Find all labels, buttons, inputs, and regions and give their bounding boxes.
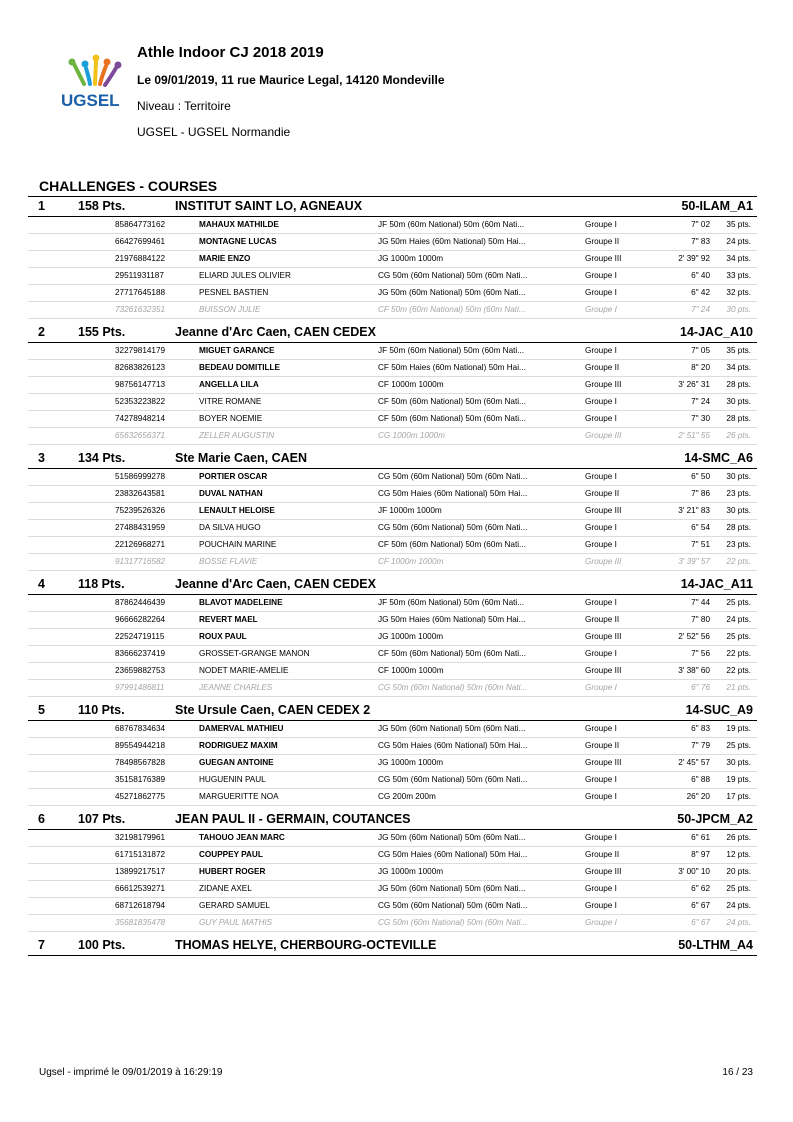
athlete-licence: 87862446439 [115,598,166,607]
athlete-licence: 97991486811 [115,683,165,692]
athlete-licence: 68712618794 [115,901,166,910]
athlete-points: 20 pts. [726,867,751,876]
athlete-time: 8" 97 [691,850,710,859]
athlete-time: 6" 62 [691,884,710,893]
team-code: 50-ILAM_A1 [681,199,753,213]
athlete-time: 26" 20 [686,792,710,801]
athlete-name: GUY PAUL MATHIS [199,918,273,927]
athlete-licence: 29511931187 [115,271,164,280]
athlete-licence: 96666282264 [115,615,166,624]
athlete-licence: 32198179961 [115,833,166,842]
athlete-group: Groupe I [585,683,617,692]
athlete-points: 30 pts. [726,472,751,481]
athlete-time: 6" 76 [691,683,710,692]
athlete-points: 35 pts. [726,220,751,229]
athlete-row [28,486,757,503]
athlete-time: 7" 83 [691,237,710,246]
athlete-event: CG 50m (60m National) 50m (60m Nati... [378,918,528,927]
athlete-points: 25 pts. [726,598,751,607]
logo-figures-icon [69,55,122,86]
athlete-time: 3' 39" 57 [678,557,710,566]
athlete-licence: 78498567828 [115,758,166,767]
team-points: 110 Pts. [78,703,125,717]
athlete-event: JG 1000m 1000m [378,254,444,263]
athlete-points: 25 pts. [726,632,751,641]
team-block [28,323,757,449]
athlete-event: CF 50m (60m National) 50m (60m Nati... [378,540,526,549]
athlete-row [28,847,757,864]
athlete-event: JG 1000m 1000m [378,632,444,641]
athlete-row [28,251,757,268]
athlete-licence: 21976884122 [115,254,166,263]
athlete-points: 30 pts. [726,305,751,314]
team-header [28,810,757,830]
team-block [28,936,757,956]
athlete-event: JG 50m (60m National) 50m (60m Nati... [378,884,526,893]
athlete-row [28,394,757,411]
athlete-name: BOYER NOEMIE [199,414,263,423]
athlete-event: CG 50m (60m National) 50m (60m Nati... [378,523,528,532]
athlete-group: Groupe I [585,649,617,658]
athlete-licence: 35158176389 [115,775,166,784]
athlete-group: Groupe II [585,489,620,498]
athlete-name: GERARD SAMUEL [199,901,270,910]
athlete-points: 12 pts. [726,850,751,859]
athlete-group: Groupe I [585,724,617,733]
athlete-licence: 66612539271 [115,884,166,893]
athlete-time: 7" 30 [691,414,710,423]
athlete-time: 3' 21" 83 [678,506,710,515]
athlete-row [28,217,757,234]
athlete-group: Groupe I [585,220,617,229]
athlete-time: 7" 24 [691,397,710,406]
team-header [28,197,757,217]
athlete-row [28,772,757,789]
athlete-name: BUISSON JULIE [199,305,261,314]
athlete-points: 24 pts. [726,615,751,624]
athlete-event: CG 1000m 1000m [378,431,445,440]
athlete-event: JF 50m (60m National) 50m (60m Nati... [378,220,525,229]
athlete-time: 6" 50 [691,472,710,481]
athlete-licence: 52353223822 [115,397,166,406]
team-rank: 5 [38,703,45,717]
athlete-licence: 23659882753 [115,666,166,675]
athlete-event: JG 50m (60m National) 50m (60m Nati... [378,724,526,733]
athlete-name: JEANNE CHARLES [199,683,273,692]
athlete-name: ZIDANE AXEL [199,884,252,893]
athlete-row [28,302,757,319]
team-rank: 3 [38,451,45,465]
athlete-event: CF 50m (60m National) 50m (60m Nati... [378,397,526,406]
athlete-group: Groupe I [585,884,617,893]
athlete-event: CG 50m Haies (60m National) 50m Hai... [378,489,528,498]
athlete-row [28,554,757,571]
athlete-group: Groupe I [585,540,617,549]
athlete-licence: 91317716582 [115,557,166,566]
team-points: 134 Pts. [78,451,126,465]
team-rank: 7 [38,938,45,952]
team-header [28,701,757,721]
athlete-row [28,789,757,806]
athlete-group: Groupe III [585,758,622,767]
athlete-event: JG 50m (60m National) 50m (60m Nati... [378,288,526,297]
athlete-name: MIGUET GARANCE [199,346,275,355]
athlete-points: 19 pts. [726,724,751,733]
athlete-row [28,377,757,394]
teams-list [28,197,757,956]
athlete-row [28,428,757,445]
athlete-group: Groupe I [585,305,617,314]
athlete-points: 24 pts. [726,918,751,927]
athlete-time: 6" 40 [691,271,710,280]
athlete-name: ELIARD JULES OLIVIER [199,271,291,280]
athlete-row [28,360,757,377]
athlete-event: JF 1000m 1000m [378,506,442,515]
athlete-group: Groupe I [585,918,617,927]
team-points: 107 Pts. [78,812,126,826]
athlete-row [28,738,757,755]
athlete-row [28,503,757,520]
team-header [28,449,757,469]
athlete-group: Groupe III [585,254,622,263]
athlete-event: CG 50m Haies (60m National) 50m Hai... [378,850,528,859]
athlete-row [28,234,757,251]
athlete-name: GROSSET-GRANGE MANON [199,649,310,658]
athlete-licence: 61715131872 [115,850,166,859]
team-rank: 1 [38,199,45,213]
athlete-time: 7" 02 [691,220,710,229]
athlete-row [28,595,757,612]
athlete-name: MAHAUX MATHILDE [199,220,279,229]
athlete-group: Groupe III [585,557,622,566]
athlete-name: RODRIGUEZ MAXIM [199,741,278,750]
athlete-group: Groupe II [585,237,620,246]
athlete-row [28,830,757,847]
athlete-points: 25 pts. [726,884,751,893]
athlete-time: 7" 24 [691,305,710,314]
team-code: 14-SUC_A9 [685,703,753,717]
athlete-time: 7" 44 [691,598,710,607]
athlete-licence: 66427699461 [115,237,166,246]
athlete-row [28,680,757,697]
athlete-name: REVERT MAEL [199,615,258,624]
athlete-group: Groupe III [585,632,622,641]
athlete-points: 30 pts. [726,397,751,406]
team-points: 158 Pts. [78,199,126,213]
athlete-name: PORTIER OSCAR [199,472,268,481]
athlete-licence: 22126968271 [115,540,166,549]
athlete-group: Groupe II [585,850,620,859]
athlete-points: 17 pts. [726,792,751,801]
athlete-time: 2' 39" 92 [678,254,710,263]
athlete-points: 28 pts. [726,380,751,389]
team-rank: 6 [38,812,45,826]
athlete-name: BLAVOT MADELEINE [199,598,283,607]
team-rank: 4 [38,577,45,591]
athlete-group: Groupe I [585,397,617,406]
athlete-licence: 35681835478 [115,918,166,927]
athlete-group: Groupe II [585,741,620,750]
athlete-licence: 89554944218 [115,741,166,750]
athlete-event: CG 200m 200m [378,792,436,801]
athlete-time: 7" 05 [691,346,710,355]
athlete-group: Groupe III [585,506,622,515]
athlete-name: ROUX PAUL [199,632,247,641]
team-points: 155 Pts. [78,325,126,339]
team-name: Jeanne d'Arc Caen, CAEN CEDEX [175,577,376,591]
team-header [28,323,757,343]
team-name: JEAN PAUL II - GERMAIN, COUTANCES [175,812,411,826]
athlete-name: VITRE ROMANE [199,397,262,406]
athlete-name: BOSSE FLAVIE [199,557,258,566]
athlete-event: JG 1000m 1000m [378,758,444,767]
athlete-time: 6" 42 [691,288,710,297]
athlete-event: CF 1000m 1000m [378,666,444,675]
athlete-group: Groupe I [585,414,617,423]
athlete-points: 22 pts. [726,557,751,566]
athlete-group: Groupe I [585,792,617,801]
athlete-licence: 85864773162 [115,220,166,229]
athlete-group: Groupe I [585,901,617,910]
athlete-licence: 75239526326 [115,506,166,515]
event-title: Athle Indoor CJ 2018 2019 [137,44,324,61]
team-name: Jeanne d'Arc Caen, CAEN CEDEX [175,325,376,339]
athlete-time: 2' 51" 55 [678,431,710,440]
athlete-time: 3' 38" 60 [678,666,710,675]
athlete-row [28,612,757,629]
team-code: 50-JPCM_A2 [677,812,753,826]
athlete-row [28,537,757,554]
event-organization: UGSEL - UGSEL Normandie [137,125,291,139]
athlete-time: 3' 26" 31 [678,380,710,389]
athlete-time: 6" 54 [691,523,710,532]
athlete-time: 7" 79 [691,741,710,750]
athlete-time: 8" 20 [691,363,710,372]
event-address: Le 09/01/2019, 11 rue Maurice Legal, 14120 Mondeville [137,73,445,87]
athlete-group: Groupe I [585,346,617,355]
athlete-name: PESNEL BASTIEN [199,288,269,297]
team-code: 14-JAC_A11 [680,577,753,591]
athlete-time: 6" 83 [691,724,710,733]
athlete-time: 3' 00" 10 [678,867,710,876]
team-name: Ste Marie Caen, CAEN [175,451,307,465]
athlete-event: JG 50m Haies (60m National) 50m Hai... [378,615,526,624]
team-block [28,197,757,323]
athlete-row [28,629,757,646]
athlete-points: 23 pts. [726,489,751,498]
athlete-points: 23 pts. [726,540,751,549]
athlete-event: CF 50m (60m National) 50m (60m Nati... [378,305,526,314]
athlete-time: 7" 86 [691,489,710,498]
athlete-time: 2' 52" 56 [678,632,710,641]
athlete-group: Groupe III [585,867,622,876]
athlete-licence: 27717645188 [115,288,166,297]
athlete-points: 34 pts. [726,254,751,263]
athlete-licence: 23832643581 [115,489,166,498]
athlete-points: 34 pts. [726,363,751,372]
athlete-row [28,268,757,285]
athlete-points: 26 pts. [726,833,751,842]
team-name: INSTITUT SAINT LO, AGNEAUX [175,199,363,213]
athlete-licence: 82683826123 [115,363,166,372]
athlete-group: Groupe I [585,598,617,607]
team-code: 14-JAC_A10 [680,325,753,339]
athlete-row [28,520,757,537]
athlete-points: 19 pts. [726,775,751,784]
athlete-name: ZELLER AUGUSTIN [199,431,275,440]
team-block [28,575,757,701]
athlete-event: CG 50m (60m National) 50m (60m Nati... [378,683,528,692]
athlete-time: 2' 45" 57 [678,758,710,767]
athlete-name: LENAULT HELOISE [199,506,275,515]
athlete-event: JF 50m (60m National) 50m (60m Nati... [378,598,525,607]
athlete-time: 7" 56 [691,649,710,658]
athlete-event: CG 50m (60m National) 50m (60m Nati... [378,472,528,481]
team-block [28,701,757,810]
athlete-points: 21 pts. [726,683,751,692]
athlete-name: ANGELLA LILA [199,380,259,389]
athlete-points: 30 pts. [726,758,751,767]
athlete-name: MARGUERITTE NOA [199,792,279,801]
footer-printed: Ugsel - imprimé le 09/01/2019 à 16:29:19 [39,1067,223,1078]
athlete-event: CG 50m (60m National) 50m (60m Nati... [378,775,528,784]
athlete-points: 32 pts. [726,288,751,297]
athlete-group: Groupe I [585,288,617,297]
team-code: 14-SMC_A6 [684,451,753,465]
athlete-name: MARIE ENZO [199,254,251,263]
athlete-row [28,721,757,738]
athlete-name: TAHOUO JEAN MARC [199,833,285,842]
athlete-group: Groupe III [585,380,622,389]
athlete-group: Groupe I [585,271,617,280]
athlete-time: 6" 67 [691,918,710,927]
team-block [28,449,757,575]
athlete-licence: 13899217517 [115,867,166,876]
athlete-points: 30 pts. [726,506,751,515]
athlete-licence: 65632656371 [115,431,166,440]
athlete-group: Groupe II [585,615,620,624]
athlete-points: 22 pts. [726,649,751,658]
athlete-points: 22 pts. [726,666,751,675]
athlete-points: 25 pts. [726,741,751,750]
athlete-event: CF 50m (60m National) 50m (60m Nati... [378,649,526,658]
team-points: 118 Pts. [78,577,125,591]
athlete-name: GUEGAN ANTOINE [199,758,274,767]
athlete-row [28,663,757,680]
athlete-event: CG 50m Haies (60m National) 50m Hai... [378,741,528,750]
athlete-row [28,881,757,898]
athlete-points: 24 pts. [726,901,751,910]
logo-text: UGSEL [61,91,120,110]
ugsel-logo [60,54,130,110]
athlete-name: BEDEAU DOMITILLE [199,363,280,372]
athlete-points: 35 pts. [726,346,751,355]
team-header [28,575,757,595]
athlete-licence: 22524719115 [115,632,165,641]
athlete-event: CF 50m Haies (60m National) 50m Hai... [378,363,526,372]
athlete-time: 6" 67 [691,901,710,910]
athlete-row [28,755,757,772]
athlete-name: DA SILVA HUGO [199,523,261,532]
athlete-licence: 73261632351 [115,305,166,314]
athlete-time: 7" 51 [691,540,710,549]
footer-page-number: 16 / 23 [722,1067,753,1078]
athlete-name: MONTAGNE LUCAS [199,237,277,246]
athlete-row [28,898,757,915]
athlete-event: JG 1000m 1000m [378,867,444,876]
athlete-row [28,469,757,486]
athlete-row [28,646,757,663]
athlete-name: DAMERVAL MATHIEU [199,724,284,733]
athlete-event: CF 50m (60m National) 50m (60m Nati... [378,414,526,423]
athlete-row [28,915,757,932]
athlete-licence: 51586999278 [115,472,166,481]
team-block [28,810,757,936]
athlete-licence: 27488431959 [115,523,166,532]
athlete-event: JG 50m (60m National) 50m (60m Nati... [378,833,526,842]
athlete-time: 6" 88 [691,775,710,784]
athlete-licence: 68767834634 [115,724,166,733]
athlete-name: NODET MARIE-AMELIE [199,666,289,675]
athlete-event: CF 1000m 1000m [378,380,444,389]
athlete-row [28,864,757,881]
section-title: CHALLENGES - COURSES [39,178,218,194]
athlete-event: JF 50m (60m National) 50m (60m Nati... [378,346,525,355]
event-level: Niveau : Territoire [137,99,231,113]
athlete-event: CF 1000m 1000m [378,557,444,566]
athlete-licence: 32279814179 [115,346,166,355]
athlete-row [28,285,757,302]
athlete-name: DUVAL NATHAN [199,489,263,498]
athlete-name: COUPPEY PAUL [199,850,263,859]
team-rank: 2 [38,325,45,339]
athlete-points: 28 pts. [726,523,751,532]
athlete-group: Groupe I [585,775,617,784]
athlete-group: Groupe I [585,523,617,532]
athlete-points: 24 pts. [726,237,751,246]
athlete-licence: 74278948214 [115,414,166,423]
athlete-name: HUBERT ROGER [199,867,266,876]
athlete-event: JG 50m Haies (60m National) 50m Hai... [378,237,526,246]
athlete-group: Groupe I [585,833,617,842]
athlete-group: Groupe I [585,472,617,481]
team-name: THOMAS HELYE, CHERBOURG-OCTEVILLE [175,938,437,952]
athlete-group: Groupe III [585,431,622,440]
athlete-row [28,343,757,360]
athlete-points: 28 pts. [726,414,751,423]
team-code: 50-LTHM_A4 [678,938,753,952]
athlete-licence: 83666237419 [115,649,166,658]
team-name: Ste Ursule Caen, CAEN CEDEX 2 [175,703,371,717]
athlete-row [28,411,757,428]
athlete-group: Groupe II [585,363,620,372]
athlete-group: Groupe III [585,666,622,675]
athlete-points: 33 pts. [726,271,751,280]
athlete-licence: 45271862775 [115,792,166,801]
athlete-time: 7" 80 [691,615,710,624]
athlete-name: POUCHAIN MARINE [199,540,277,549]
athlete-event: CG 50m (60m National) 50m (60m Nati... [378,271,528,280]
athlete-licence: 98756147713 [115,380,166,389]
athlete-event: CG 50m (60m National) 50m (60m Nati... [378,901,528,910]
athlete-points: 26 pts. [726,431,751,440]
athlete-time: 6" 61 [691,833,710,842]
team-header [28,936,757,956]
athlete-name: HUGUENIN PAUL [199,775,266,784]
team-points: 100 Pts. [78,938,126,952]
